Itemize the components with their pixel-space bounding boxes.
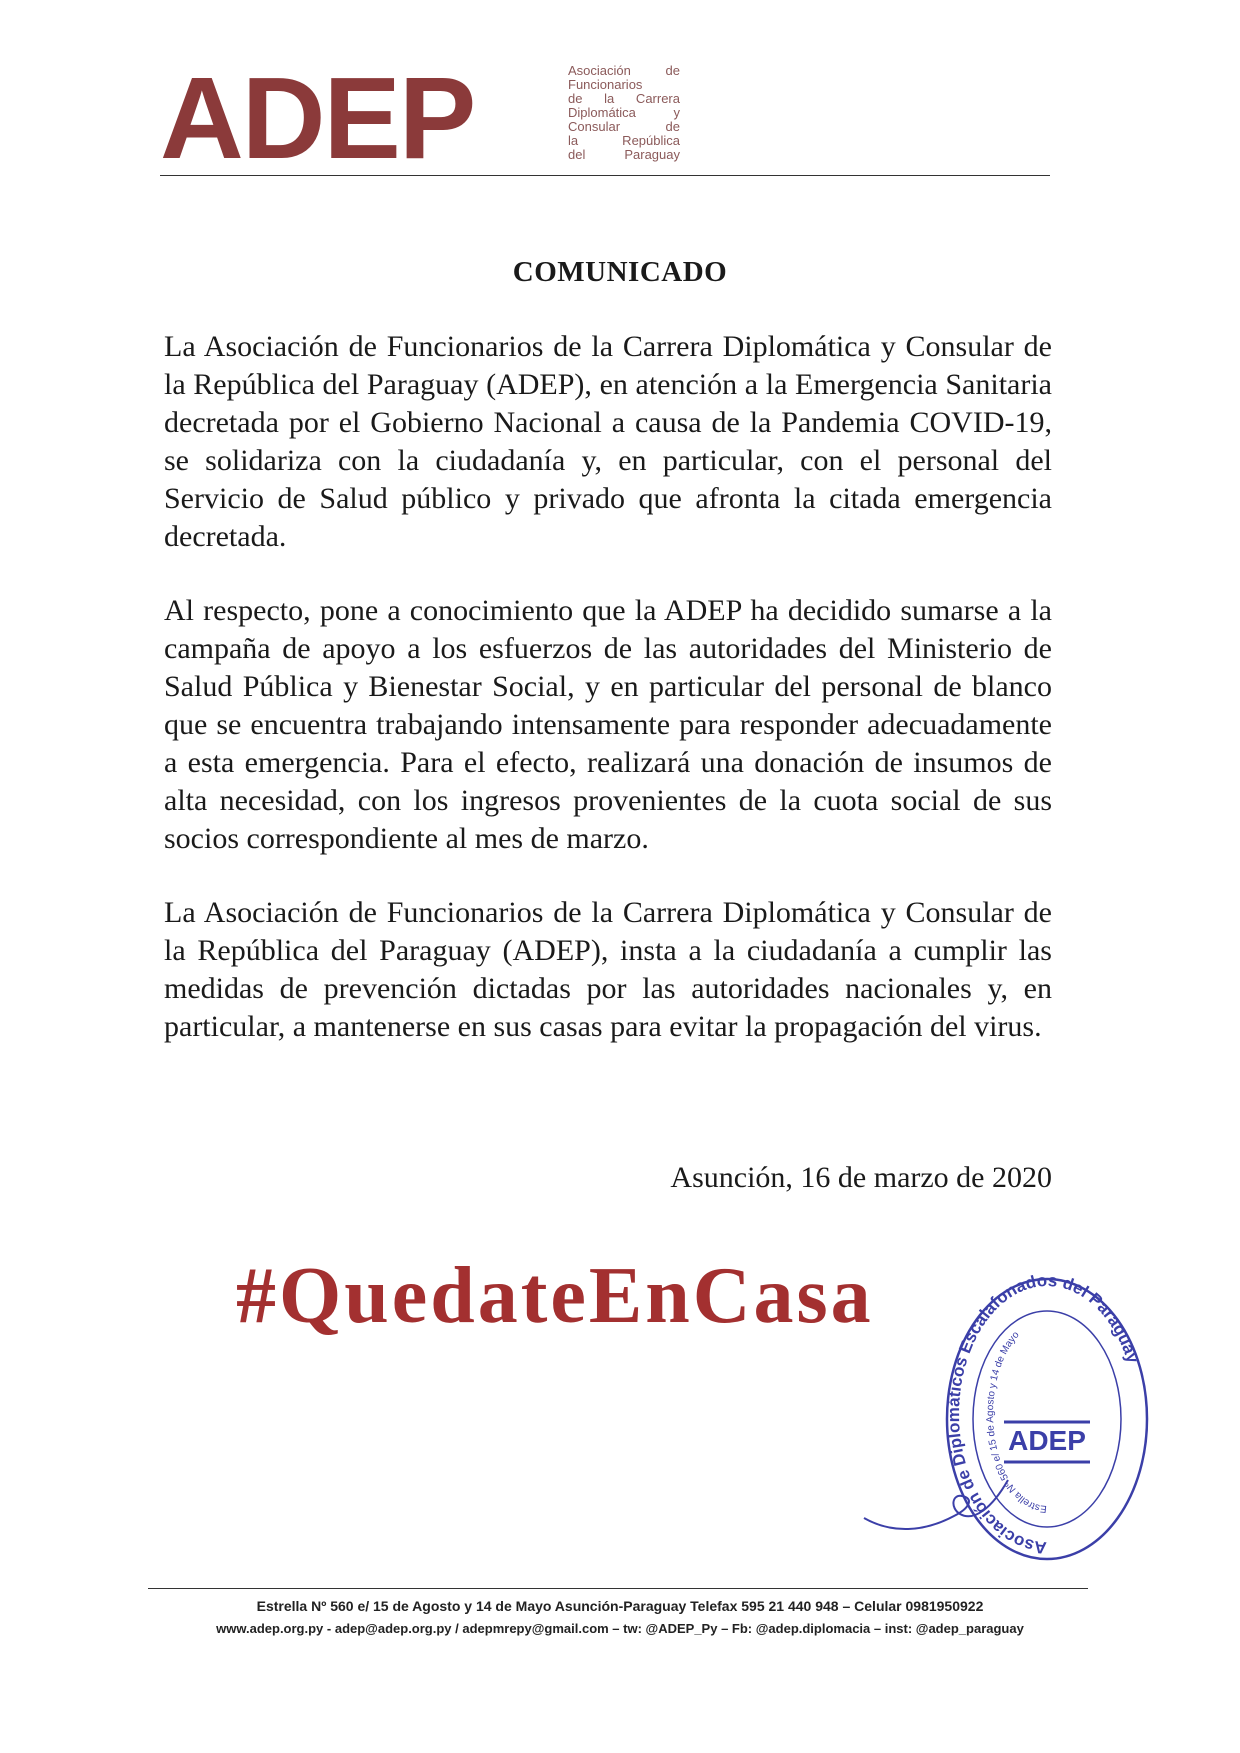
footer-contacts: www.adep.org.py - adep@adep.org.py / adepmrepy@gmail.com – tw: @ADEP_Py – Fb: @adep.diplomacia – inst: @adep_paraguay <box>216 1621 1024 1636</box>
seal-address-text: Estrella Nº 560 e/ 15 de Agosto y 14 de Mayo <box>985 1329 1048 1515</box>
paragraph-3: La Asociación de Funcionarios de la Carrera Diplomática y Consular de la República del Paraguay (ADEP), insta a la ciudadanía a cumplir las medidas de prevención dictadas por las autoridades nacionales y, en particular, a mantenerse en sus casas para evitar la propagación del virus. <box>164 896 1052 1043</box>
letterhead <box>160 53 1050 183</box>
paragraph-2: Al respecto, pone a conocimiento que la ADEP ha decidido sumarse a la campaña de apoyo a los esfuerzos de las autoridades del Ministerio de Salud Pública y Bienestar Social, y en particular del personal de blanco que se encuentra trabajando intensamente para responder adecuadamente a esta emergencia. Para el efecto, realizará una donación de insumos de alta necesidad, con los ingresos provenientes de la cuota social de sus socios correspondiente al mes de marzo. <box>164 594 1052 855</box>
logo-subtitle-line: Diplomática y <box>568 105 680 120</box>
footer-divider <box>148 1588 1088 1589</box>
date-line: Asunción, 16 de marzo de 2020 <box>670 1161 1052 1194</box>
seal-center-text: ADEP <box>1008 1425 1086 1456</box>
signature <box>862 1468 1012 1538</box>
logo-subtitle-line: Consular de <box>568 119 680 134</box>
logo-subtitle <box>568 64 680 162</box>
logo-subtitle-line: de la Carrera <box>568 91 680 106</box>
logo-subtitle-line: Asociación de <box>568 63 680 78</box>
paragraph-1: La Asociación de Funcionarios de la Carrera Diplomática y Consular de la República del Paraguay (ADEP), en atención a la Emergencia Sanitaria decretada por el Gobierno Nacional a causa de la Pandemia COVID-19, se solidariza con la ciudadanía y, en particular, con el personal del Servicio de Salud público y privado que afronta la citada emergencia decretada. <box>164 330 1052 553</box>
document-body <box>164 328 1052 1082</box>
seal-ring-text: Asociación de Diplomáticos Escalafonados del Paraguay <box>944 1274 1143 1558</box>
header-divider <box>160 175 1050 176</box>
document-title: COMUNICADO <box>512 256 728 288</box>
adep-logo: ADEP <box>160 53 475 183</box>
logo-subtitle-line: la República <box>568 133 680 148</box>
footer-address: Estrella Nº 560 e/ 15 de Agosto y 14 de Mayo Asunción-Paraguay Telefax 595 21 440 948 – Celular 0981950922 <box>256 1598 984 1614</box>
hashtag: #QuedateEnCasa <box>236 1252 874 1340</box>
logo-subtitle-line: del Paraguay <box>568 147 680 162</box>
logo-subtitle-line: Funcionarios <box>568 77 643 92</box>
